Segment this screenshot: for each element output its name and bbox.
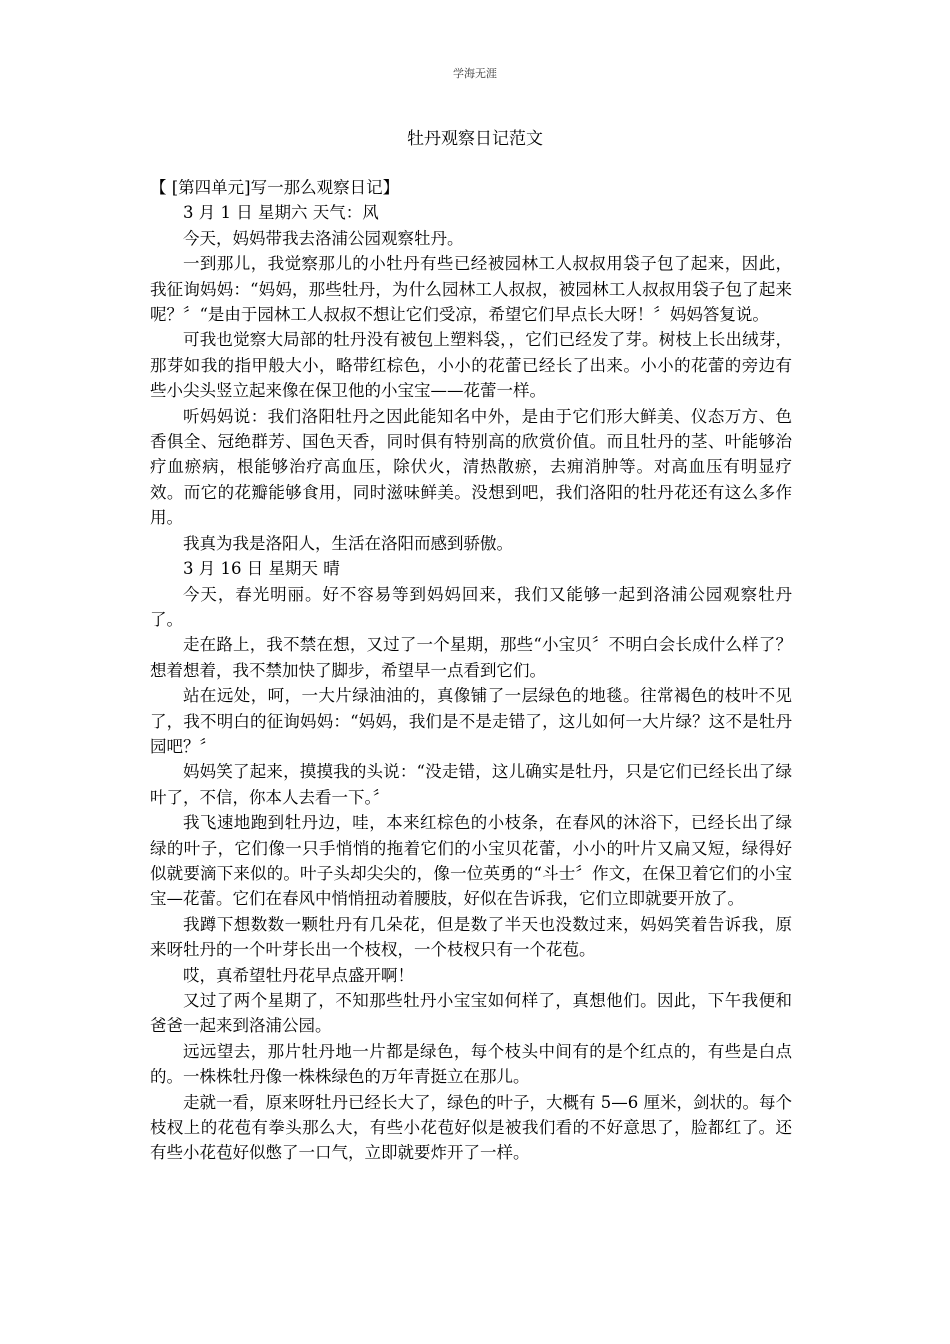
paragraph: 可我也觉察大局部的牡丹没有被包上塑料袋，，它们已经发了芽。树枝上长出绒芽，那芽如我的指甲般大小，略带红棕色，小小的花蕾已经长了出来。小小的花蕾的旁边有些小尖头竖立起来像在保卫他的小宝宝——花蕾一样。 (150, 330, 792, 401)
page-header: 学海无涯 (453, 67, 497, 80)
paragraph: 今天，春光明丽。好不容易等到妈妈回来，我们又能够一起到洛浦公园观察牡丹了。 (150, 584, 792, 629)
paragraph: 走就一看，原来呀牡丹已经长大了，绿色的叶子，大概有 5—6 厘米，剑状的。每个枝杈上的花苞有拳头那么大，有些小花苞好似是被我们看的不好意思了，脸都红了。还有些小花苞好似憋了一口气，立即就要炸开了一样。 (150, 1092, 792, 1163)
paragraph: 我真为我是洛阳人，生活在洛阳而感到骄傲。 (183, 533, 513, 553)
document-body (150, 175, 792, 1166)
paragraph: 妈妈笑了起来，摸摸我的头说：“没走错，这儿确实是牡丹，只是它们已经长出了绿叶了，不信，你本人去看一下。〞 (150, 762, 792, 807)
paragraph: 又过了两个星期了，不知那些牡丹小宝宝如何样了，真想他们。因此，下午我便和爸爸一起来到洛浦公园。 (150, 991, 792, 1036)
paragraph: 远远望去，那片牡丹地一片都是绿色，每个枝头中间有的是个红点的，有些是白点的。一株株牡丹像一株株绿色的万年青挺立在那儿。 (150, 1041, 792, 1087)
section-heading: 【 [第四单元]写一那么观察日记】 (150, 178, 400, 197)
document-title: 牡丹观察日记范文 (407, 129, 543, 149)
paragraph: 哎，真希望牡丹花早点盛开啊！ (183, 965, 414, 985)
paragraph: 走在路上，我不禁在想，又过了一个星期，那些“小宝贝〞不明白会长成什么样了？想着想着，我不禁加快了脚步，希望早一点看到它们。 (150, 635, 792, 680)
paragraph: 我蹲下想数数一颗牡丹有几朵花，但是数了半天也没数过来，妈妈笑着告诉我，原来呀牡丹的一个叶芽长出一个枝杈，一个枝杈只有一个花苞。 (150, 914, 792, 960)
diary-date-line: 3 月 16 日 星期天 晴 (183, 559, 340, 579)
paragraph: 听妈妈说：我们洛阳牡丹之因此能知名中外，是由于它们形大鲜美、仪态万方、色香俱全、冠绝群芳、国色天香，同时俱有特别高的欣赏价值。而且牡丹的茎、叶能够治疗血瘀病，根能够治疗高血压，除伏火，清热散瘀，去痈消肿等。对高血压有明显疗效。而它的花瓣能够食用，同时滋味鲜美。没想到吧，我们洛阳的牡丹花还有这么多作用。 (150, 406, 792, 528)
paragraph: 一到那儿，我觉察那儿的小牡丹有些已经被园林工人叔叔用袋子包了起来，因此，我征询妈妈：“妈妈，那些牡丹，为什么园林工人叔叔，被园林工人叔叔用袋子包了起来呢？〞“是由于园林工人叔叔不想让它们受凉，希望它们早点长大呀！〞妈妈答复说。 (150, 254, 792, 325)
paragraph: 我飞速地跑到牡丹边，哇，本来红棕色的小枝条，在春风的沐浴下，已经长出了绿绿的叶子，它们像一只手悄悄的拖着它们的小宝贝花蕾，小小的叶片又扁又短，绿得好似就要滴下来似的。叶子头却尖尖的，像一位英勇的“斗士〞作文，在保卫着它们的小宝宝—花蕾。它们在春风中悄悄扭动着腰肢，好似在告诉我，它们立即就要开放了。 (150, 813, 792, 909)
paragraph: 今天，妈妈带我去洛浦公园观察牡丹。 (183, 228, 464, 248)
paragraph: 站在远处，呵，一大片绿油油的，真像铺了一层绿色的地毯。往常褐色的枝叶不见了，我不明白的征询妈妈：“妈妈，我们是不是走错了，这儿如何一大片绿？这不是牡丹园吧？〞 (150, 686, 792, 756)
diary-date-line: 3 月 1 日 星期六 天气：风 (183, 203, 379, 223)
